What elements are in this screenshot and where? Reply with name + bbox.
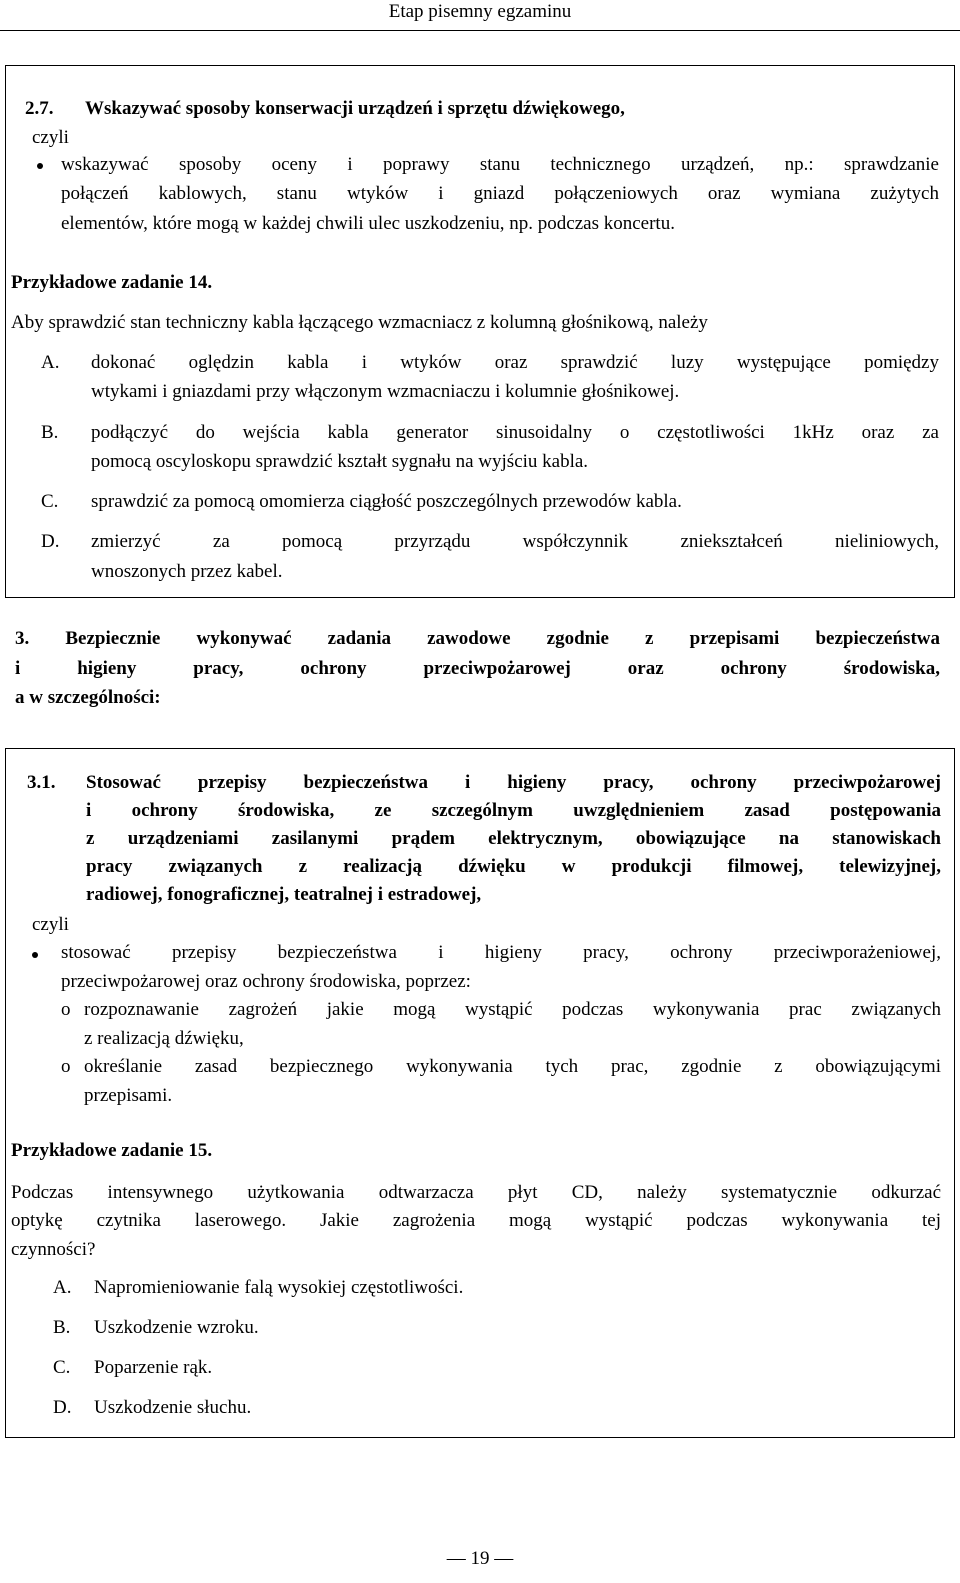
option-text: zmierzyć za pomocą przyrządu współczynnik zniekształceń nieliniowych, <box>91 531 939 552</box>
czyli-label: czyli <box>32 127 69 148</box>
sub-item-marker: o <box>61 1056 71 1077</box>
header-rule <box>0 30 960 31</box>
sub-item-text: z realizacją dźwięku, <box>84 1028 244 1049</box>
running-header: Etap pisemny egzaminu <box>388 1 572 22</box>
option-text: pomocą oscyloskopu sprawdzić kształt sygnału na wyjściu kabla. <box>91 451 589 472</box>
option-text: Uszkodzenie wzroku. <box>94 1317 259 1338</box>
sub-item-text: rozpoznawanie zagrożeń jakie mogą wystąpić podczas wykonywania prac związanych <box>84 999 941 1020</box>
option-text: wnoszonych przez kabel. <box>91 561 283 582</box>
bullet-line: wskazywać sposoby oceny i poprawy stanu technicznego urządzeń, np.: sprawdzanie <box>61 154 939 175</box>
task-question-line: optykę czytnika laserowego. Jakie zagrożenia mogą wystąpić podczas wykonywania tej <box>11 1210 941 1231</box>
sub-item-text: przepisami. <box>84 1085 173 1106</box>
section-3-title-line: i higieny pracy, ochrony przeciwpożarowej oraz ochrony środowiska, <box>15 658 940 679</box>
task-question: Aby sprawdzić stan techniczny kabla łączącego wzmacniacz z kolumną głośnikową, należy <box>11 312 708 333</box>
bullet-line: elementów, które mogą w każdej chwili ulec uszkodzeniu, np. podczas koncertu. <box>61 213 675 234</box>
bullet-line: przeciwpożarowej oraz ochrony środowiska, poprzez: <box>61 971 471 992</box>
bullet-line: połączeń kablowych, stanu wtyków i gniazd połączeniowych oraz wymiana zużytych <box>61 183 939 204</box>
option-text: Napromieniowanie falą wysokiej częstotliwości. <box>94 1277 464 1298</box>
option-letter: C. <box>53 1357 71 1378</box>
option-letter: D. <box>53 1397 72 1418</box>
section-number: 3.1. <box>27 772 56 793</box>
option-text: wtykami i gniazdami przy włączonym wzmacniaczu i kolumnie głośnikowej. <box>91 381 680 402</box>
option-letter: A. <box>53 1277 72 1298</box>
option-text: dokonać oględzin kabla i wtyków oraz sprawdzić luzy występujące pomiędzy <box>91 352 939 373</box>
section-number: 2.7. <box>25 98 54 119</box>
option-text: sprawdzić za pomocą omomierza ciągłość poszczególnych przewodów kabla. <box>91 491 682 512</box>
task-question-line: czynności? <box>11 1239 96 1260</box>
option-letter: B. <box>41 422 59 443</box>
option-letter: A. <box>41 352 60 373</box>
bullet-line: stosować przepisy bezpieczeństwa i higieny pracy, ochrony przeciwporażeniowej, <box>61 942 941 963</box>
option-text: podłączyć do wejścia kabla generator sinusoidalny o częstotliwości 1kHz oraz za <box>91 422 939 443</box>
page-number: — 19 — <box>446 1548 514 1569</box>
section-title: Wskazywać sposoby konserwacji urządzeń i sprzętu dźwiękowego, <box>85 98 625 119</box>
section-title-line: radiowej, fonograficznej, teatralnej i estradowej, <box>86 884 482 905</box>
option-letter: C. <box>41 491 59 512</box>
section-2-7-box <box>5 65 955 598</box>
sub-item-text: określanie zasad bezpiecznego wykonywania tych prac, zgodnie z obowiązującymi <box>84 1056 941 1077</box>
task-question-line: Podczas intensywnego użytkowania odtwarzacza płyt CD, należy systematycznie odkurzać <box>11 1182 941 1203</box>
section-3-title-line: a w szczególności: <box>15 687 161 708</box>
section-3-title-line: 3. Bezpiecznie wykonywać zadania zawodowe zgodnie z przepisami bezpieczeństwa <box>15 628 940 649</box>
option-text: Uszkodzenie słuchu. <box>94 1397 252 1418</box>
task-title: Przykładowe zadanie 15. <box>11 1140 213 1161</box>
section-title-line: pracy związanych z realizacją dźwięku w produkcji filmowej, telewizyjnej, <box>86 856 941 877</box>
czyli-label: czyli <box>32 914 69 935</box>
section-title-line: Stosować przepisy bezpieczeństwa i higieny pracy, ochrony przeciwpożarowej <box>86 772 941 793</box>
option-text: Poparzenie rąk. <box>94 1357 213 1378</box>
section-title-line: i ochrony środowiska, ze szczególnym uwzględnieniem zasad postępowania <box>86 800 941 821</box>
sub-item-marker: o <box>61 999 71 1020</box>
task-title: Przykładowe zadanie 14. <box>11 272 213 293</box>
bullet-icon <box>37 163 43 169</box>
bullet-icon <box>32 952 38 958</box>
section-3-1-box <box>5 748 955 1438</box>
option-letter: B. <box>53 1317 71 1338</box>
section-title-line: z urządzeniami zasilanymi prądem elektrycznym, obowiązujące na stanowiskach <box>86 828 941 849</box>
option-letter: D. <box>41 531 60 552</box>
